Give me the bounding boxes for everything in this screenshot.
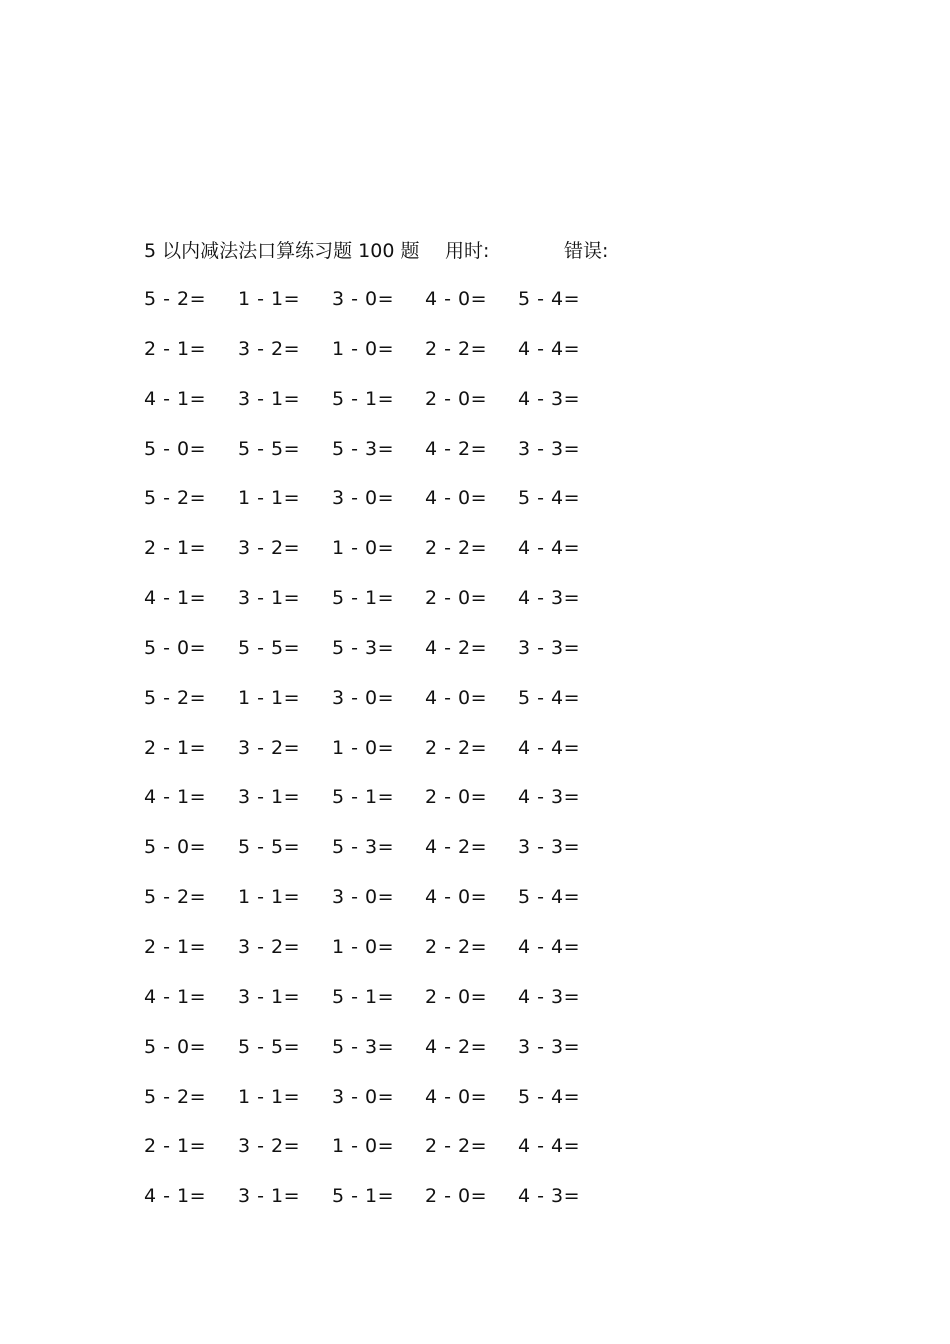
problem-row xyxy=(144,882,644,932)
subtraction-problem: 1 - 0= xyxy=(332,337,395,360)
subtraction-problem: 3 - 0= xyxy=(332,886,395,909)
subtraction-problem: 5 - 3= xyxy=(332,636,395,659)
subtraction-problem: 5 - 2= xyxy=(144,686,207,709)
subtraction-problem: 3 - 2= xyxy=(238,537,301,560)
subtraction-problem: 4 - 1= xyxy=(144,985,207,1008)
subtraction-problem: 3 - 1= xyxy=(238,786,301,809)
subtraction-problem: 2 - 1= xyxy=(144,736,207,759)
subtraction-problem: 4 - 3= xyxy=(518,387,581,410)
subtraction-problem: 5 - 5= xyxy=(238,636,301,659)
subtraction-problem: 2 - 2= xyxy=(425,935,488,958)
subtraction-problem: 4 - 0= xyxy=(425,288,488,310)
subtraction-problem: 5 - 5= xyxy=(238,836,301,859)
subtraction-problem: 5 - 1= xyxy=(332,1185,395,1208)
problem-row xyxy=(144,932,644,982)
subtraction-problem: 1 - 1= xyxy=(238,686,301,709)
problem-row xyxy=(144,1082,644,1132)
problem-row xyxy=(144,1032,644,1082)
subtraction-problem: 4 - 4= xyxy=(518,736,581,759)
subtraction-problem: 5 - 3= xyxy=(332,437,395,460)
subtraction-problem: 3 - 2= xyxy=(238,337,301,360)
subtraction-problem: 4 - 0= xyxy=(425,686,488,709)
subtraction-problem: 3 - 0= xyxy=(332,288,395,310)
subtraction-problem: 5 - 3= xyxy=(332,836,395,859)
subtraction-problem: 5 - 0= xyxy=(144,437,207,460)
subtraction-problem: 5 - 0= xyxy=(144,836,207,859)
problem-row xyxy=(144,483,644,533)
subtraction-problem: 3 - 2= xyxy=(238,1135,301,1158)
subtraction-problem: 4 - 1= xyxy=(144,786,207,809)
problem-row xyxy=(144,683,644,733)
subtraction-problem: 1 - 1= xyxy=(238,288,301,310)
subtraction-problem: 5 - 3= xyxy=(332,1035,395,1058)
subtraction-problem: 5 - 2= xyxy=(144,487,207,510)
subtraction-problem: 3 - 0= xyxy=(332,1085,395,1108)
problem-row xyxy=(144,982,644,1032)
subtraction-problem: 5 - 4= xyxy=(518,686,581,709)
subtraction-problem: 5 - 0= xyxy=(144,1035,207,1058)
subtraction-problem: 5 - 1= xyxy=(332,387,395,410)
subtraction-problem: 5 - 2= xyxy=(144,1085,207,1108)
subtraction-problem: 4 - 3= xyxy=(518,985,581,1008)
subtraction-problem: 2 - 2= xyxy=(425,1135,488,1158)
subtraction-problem: 3 - 1= xyxy=(238,587,301,610)
subtraction-problem: 4 - 2= xyxy=(425,636,488,659)
problem-grid xyxy=(144,284,644,1231)
subtraction-problem: 5 - 4= xyxy=(518,288,581,310)
problem-row xyxy=(144,583,644,633)
subtraction-problem: 3 - 2= xyxy=(238,736,301,759)
subtraction-problem: 4 - 3= xyxy=(518,587,581,610)
subtraction-problem: 4 - 1= xyxy=(144,387,207,410)
subtraction-problem: 1 - 1= xyxy=(238,487,301,510)
problem-row xyxy=(144,633,644,683)
subtraction-problem: 1 - 1= xyxy=(238,1085,301,1108)
problem-row xyxy=(144,434,644,484)
subtraction-problem: 1 - 0= xyxy=(332,1135,395,1158)
subtraction-problem: 3 - 0= xyxy=(332,686,395,709)
subtraction-problem: 3 - 2= xyxy=(238,935,301,958)
subtraction-problem: 4 - 4= xyxy=(518,1135,581,1158)
subtraction-problem: 1 - 1= xyxy=(238,886,301,909)
subtraction-problem: 1 - 0= xyxy=(332,736,395,759)
subtraction-problem: 3 - 0= xyxy=(332,487,395,510)
subtraction-problem: 4 - 0= xyxy=(425,1085,488,1108)
subtraction-problem: 5 - 4= xyxy=(518,886,581,909)
subtraction-problem: 5 - 4= xyxy=(518,1085,581,1108)
problem-row xyxy=(144,284,644,334)
subtraction-problem: 5 - 5= xyxy=(238,1035,301,1058)
subtraction-problem: 3 - 3= xyxy=(518,1035,581,1058)
subtraction-problem: 5 - 2= xyxy=(144,886,207,909)
subtraction-problem: 4 - 3= xyxy=(518,1185,581,1208)
time-used-label: 用时: xyxy=(445,240,490,262)
worksheet-title: 5 以内减法法口算练习题 100 题 xyxy=(144,240,420,262)
subtraction-problem: 4 - 4= xyxy=(518,935,581,958)
errors-label: 错误: xyxy=(564,240,609,262)
subtraction-problem: 5 - 1= xyxy=(332,587,395,610)
subtraction-problem: 4 - 4= xyxy=(518,537,581,560)
subtraction-problem: 2 - 0= xyxy=(425,387,488,410)
subtraction-problem: 3 - 3= xyxy=(518,636,581,659)
subtraction-problem: 3 - 1= xyxy=(238,387,301,410)
subtraction-problem: 4 - 4= xyxy=(518,337,581,360)
subtraction-problem: 4 - 2= xyxy=(425,1035,488,1058)
subtraction-problem: 1 - 0= xyxy=(332,537,395,560)
problem-row xyxy=(144,334,644,384)
subtraction-problem: 5 - 2= xyxy=(144,288,207,310)
subtraction-problem: 2 - 1= xyxy=(144,935,207,958)
subtraction-problem: 5 - 1= xyxy=(332,786,395,809)
problem-row xyxy=(144,782,644,832)
subtraction-problem: 1 - 0= xyxy=(332,935,395,958)
subtraction-problem: 2 - 2= xyxy=(425,337,488,360)
subtraction-problem: 2 - 2= xyxy=(425,537,488,560)
problem-row xyxy=(144,733,644,783)
subtraction-problem: 2 - 0= xyxy=(425,587,488,610)
problem-row xyxy=(144,533,644,583)
subtraction-problem: 4 - 1= xyxy=(144,1185,207,1208)
problem-row xyxy=(144,1131,644,1181)
subtraction-problem: 5 - 0= xyxy=(144,636,207,659)
subtraction-problem: 4 - 0= xyxy=(425,487,488,510)
subtraction-problem: 4 - 3= xyxy=(518,786,581,809)
problem-row xyxy=(144,384,644,434)
subtraction-problem: 2 - 2= xyxy=(425,736,488,759)
subtraction-problem: 5 - 5= xyxy=(238,437,301,460)
subtraction-problem: 3 - 3= xyxy=(518,437,581,460)
problem-row xyxy=(144,1181,644,1231)
subtraction-problem: 3 - 3= xyxy=(518,836,581,859)
subtraction-problem: 5 - 4= xyxy=(518,487,581,510)
subtraction-problem: 2 - 0= xyxy=(425,1185,488,1208)
subtraction-problem: 4 - 0= xyxy=(425,886,488,909)
subtraction-problem: 2 - 1= xyxy=(144,337,207,360)
problem-row xyxy=(144,832,644,882)
subtraction-problem: 3 - 1= xyxy=(238,985,301,1008)
subtraction-problem: 3 - 1= xyxy=(238,1185,301,1208)
subtraction-problem: 5 - 1= xyxy=(332,985,395,1008)
subtraction-problem: 4 - 1= xyxy=(144,587,207,610)
subtraction-problem: 2 - 1= xyxy=(144,1135,207,1158)
subtraction-problem: 2 - 1= xyxy=(144,537,207,560)
subtraction-problem: 4 - 2= xyxy=(425,437,488,460)
subtraction-problem: 4 - 2= xyxy=(425,836,488,859)
subtraction-problem: 2 - 0= xyxy=(425,985,488,1008)
subtraction-problem: 2 - 0= xyxy=(425,786,488,809)
